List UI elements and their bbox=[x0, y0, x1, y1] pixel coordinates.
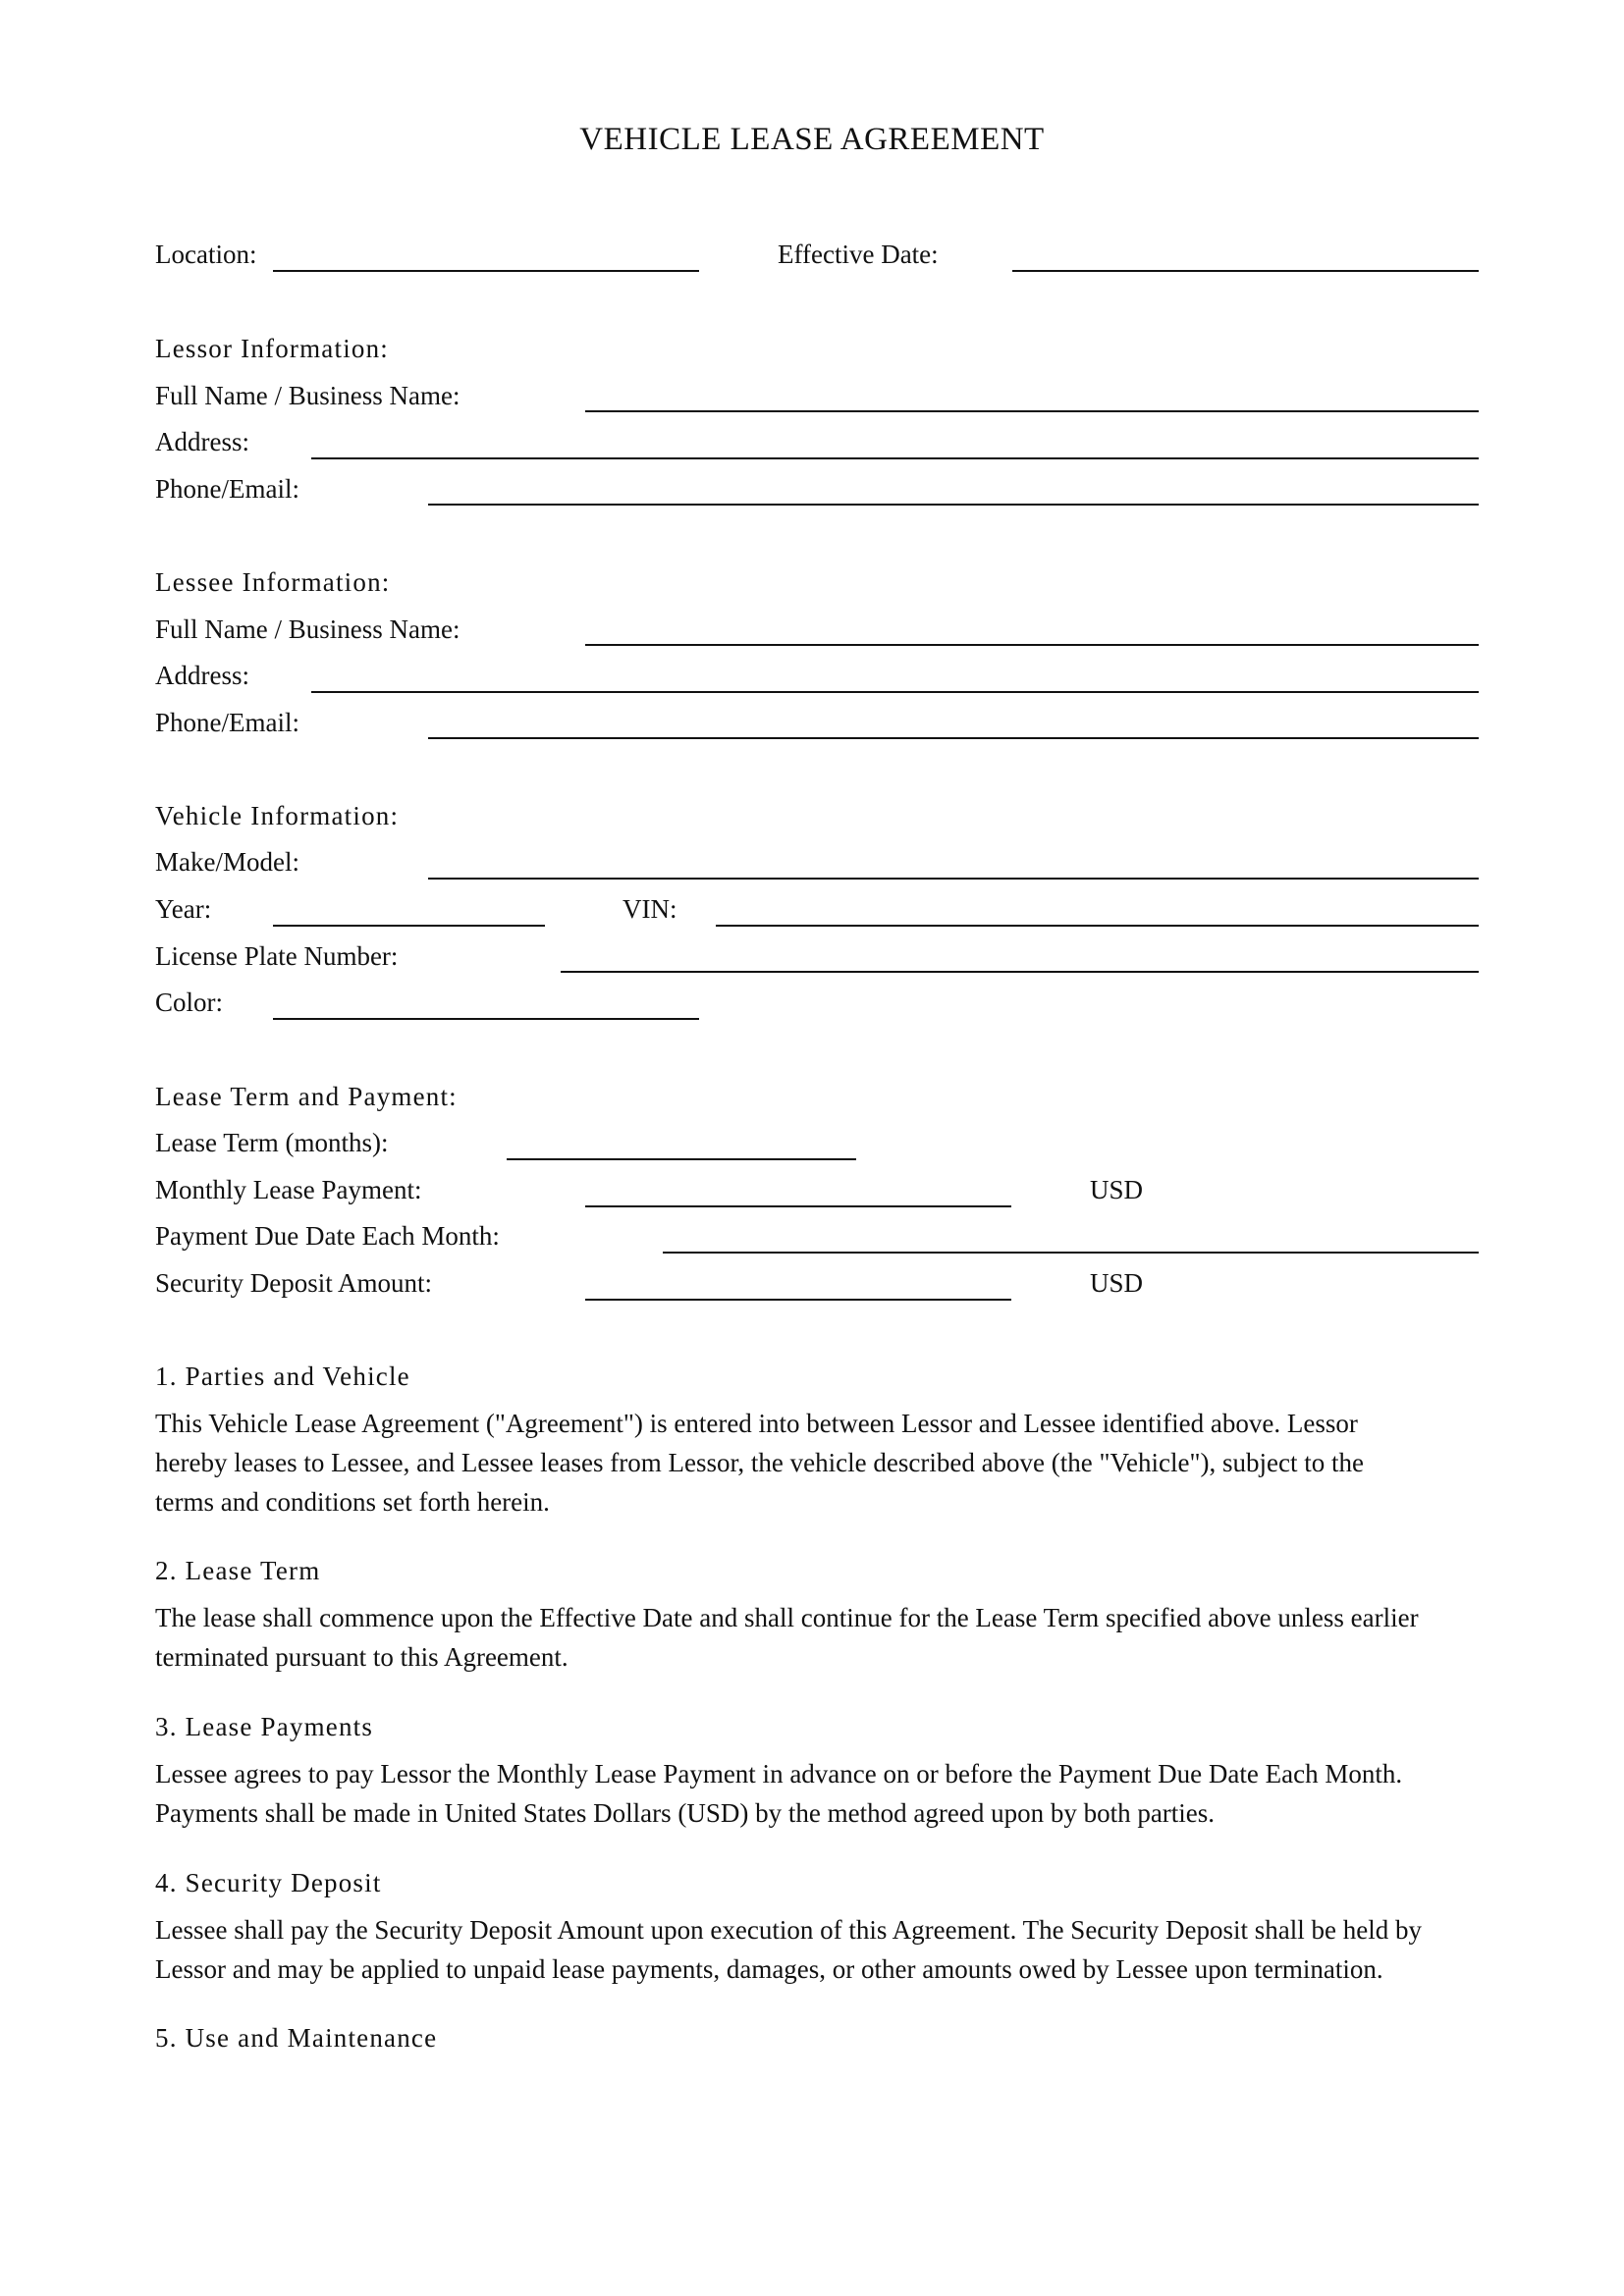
license-plate-field[interactable] bbox=[561, 971, 1479, 973]
lessor-address-label: Address: bbox=[155, 427, 249, 456]
year-label: Year: bbox=[155, 894, 212, 924]
lessee-address-label: Address: bbox=[155, 661, 249, 690]
color-label: Color: bbox=[155, 988, 224, 1017]
section-1-body bbox=[155, 1404, 1481, 1522]
section-3-line-2: Payments shall be made in United States Dollars (USD) by the method agreed upon by both parties. bbox=[155, 1798, 1216, 1828]
section-2-heading: 2. Lease Term bbox=[155, 1556, 321, 1585]
effective-date-field[interactable] bbox=[1012, 270, 1479, 272]
monthly-payment-label: Monthly Lease Payment: bbox=[155, 1175, 422, 1204]
lease-term-field[interactable] bbox=[507, 1158, 856, 1160]
document-title: VEHICLE LEASE AGREEMENT bbox=[579, 122, 1045, 157]
lessor-name-label: Full Name / Business Name: bbox=[155, 381, 460, 410]
effective-date-label: Effective Date: bbox=[778, 240, 939, 269]
make-model-field[interactable] bbox=[428, 878, 1479, 880]
payment-due-date-field[interactable] bbox=[663, 1252, 1479, 1254]
section-2-body bbox=[155, 1598, 1481, 1677]
lease-term-label: Lease Term (months): bbox=[155, 1128, 389, 1157]
section-3-line-1: Lessee agrees to pay Lessor the Monthly Lease Payment in advance on or before the Payment Due Date Each Month. bbox=[155, 1759, 1403, 1789]
lessee-name-label: Full Name / Business Name: bbox=[155, 614, 460, 644]
lessee-phone-label: Phone/Email: bbox=[155, 708, 299, 737]
section-4-heading: 4. Security Deposit bbox=[155, 1868, 382, 1897]
section-3-heading: 3. Lease Payments bbox=[155, 1712, 374, 1741]
section-4-body bbox=[155, 1910, 1481, 1989]
lessor-heading: Lessor Information: bbox=[155, 334, 389, 363]
lessee-name-field[interactable] bbox=[585, 644, 1479, 646]
lessor-name-field[interactable] bbox=[585, 410, 1479, 412]
section-1-line-3: terms and conditions set forth herein. bbox=[155, 1487, 550, 1517]
section-2-line-1: The lease shall commence upon the Effective Date and shall continue for the Lease Term specified above unless earlier bbox=[155, 1603, 1419, 1632]
section-4-line-1: Lessee shall pay the Security Deposit Amount upon execution of this Agreement. The Security Deposit shall be held by bbox=[155, 1915, 1422, 1945]
vehicle-heading: Vehicle Information: bbox=[155, 801, 400, 830]
lessor-phone-label: Phone/Email: bbox=[155, 474, 299, 504]
lessor-phone-field[interactable] bbox=[428, 504, 1479, 506]
lessee-address-field[interactable] bbox=[311, 691, 1479, 693]
lessee-heading: Lessee Information: bbox=[155, 567, 391, 597]
security-deposit-field[interactable] bbox=[585, 1299, 1011, 1301]
license-plate-label: License Plate Number: bbox=[155, 941, 399, 971]
year-field[interactable] bbox=[273, 925, 545, 927]
lease-term-heading: Lease Term and Payment: bbox=[155, 1082, 458, 1111]
lessee-phone-field[interactable] bbox=[428, 737, 1479, 739]
lessor-address-field[interactable] bbox=[311, 457, 1479, 459]
security-deposit-currency: USD bbox=[1090, 1268, 1144, 1298]
section-1-heading: 1. Parties and Vehicle bbox=[155, 1362, 410, 1391]
section-3-body bbox=[155, 1754, 1481, 1833]
monthly-payment-field[interactable] bbox=[585, 1205, 1011, 1207]
monthly-payment-currency: USD bbox=[1090, 1175, 1144, 1204]
section-1-line-1: This Vehicle Lease Agreement ("Agreement") is entered into between Lessor and Lessee identified above. Lessor bbox=[155, 1409, 1358, 1438]
color-field[interactable] bbox=[273, 1018, 699, 1020]
payment-due-date-label: Payment Due Date Each Month: bbox=[155, 1221, 500, 1251]
section-5-heading: 5. Use and Maintenance bbox=[155, 2023, 438, 2053]
location-field[interactable] bbox=[273, 270, 699, 272]
section-4-line-2: Lessor and may be applied to unpaid lease payments, damages, or other amounts owed by Lessee upon termination. bbox=[155, 1954, 1383, 1984]
section-2-line-2: terminated pursuant to this Agreement. bbox=[155, 1642, 568, 1672]
section-1-line-2: hereby leases to Lessee, and Lessee leases from Lessor, the vehicle described above (the "Vehicle"), subject to the bbox=[155, 1448, 1364, 1477]
security-deposit-label: Security Deposit Amount: bbox=[155, 1268, 432, 1298]
vin-field[interactable] bbox=[716, 925, 1479, 927]
make-model-label: Make/Model: bbox=[155, 847, 299, 877]
location-label: Location: bbox=[155, 240, 257, 269]
vin-label: VIN: bbox=[623, 894, 677, 924]
